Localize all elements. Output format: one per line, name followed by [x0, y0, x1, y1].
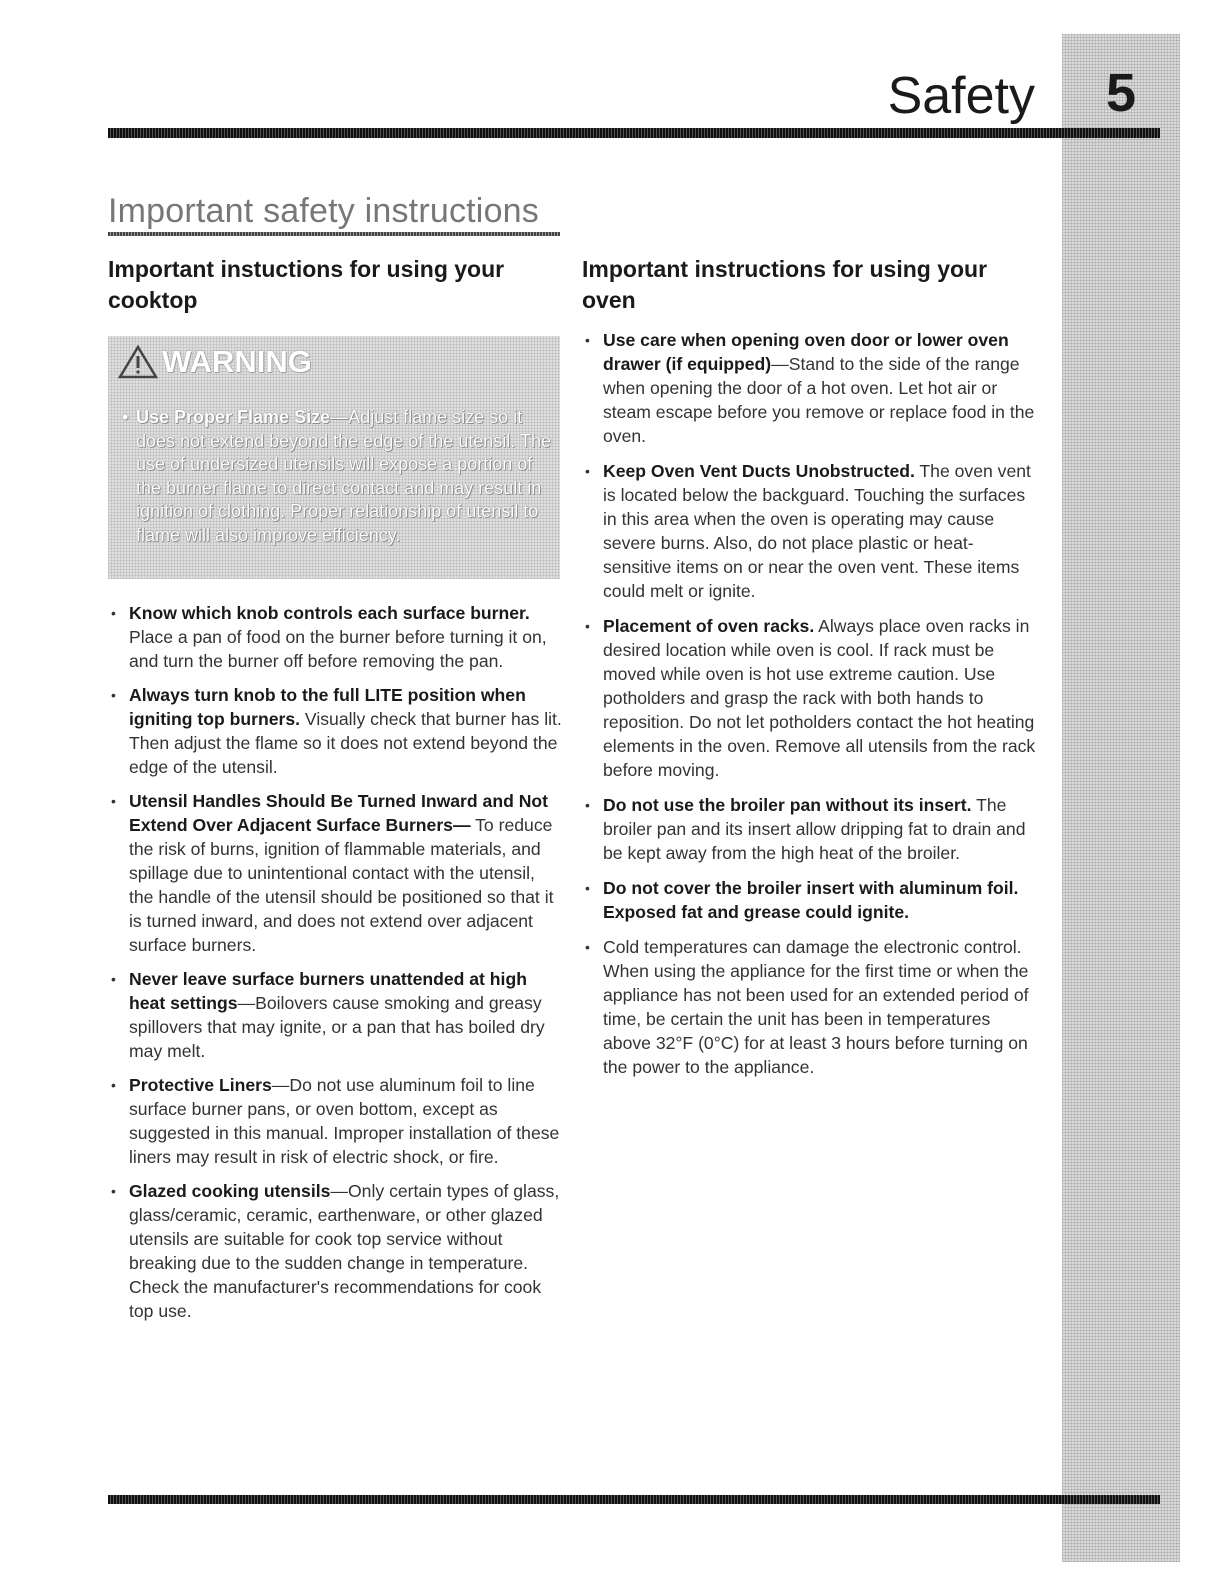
- item-text: —Boilovers cause smoking and greasy spillovers that may ignite, or a pan that has boiled dry may melt.: [129, 993, 545, 1061]
- warning-triangle-icon: [118, 345, 158, 379]
- oven-list: [582, 328, 1042, 1079]
- warning-lead: Use Proper Flame Size: [136, 407, 331, 427]
- item-lead: Never leave surface burners unattended at high heat settings: [129, 969, 527, 1013]
- warning-box: [108, 336, 560, 579]
- list-item: [108, 789, 563, 957]
- item-lead: Always turn knob to the full LITE position when igniting top burners.: [129, 685, 526, 729]
- item-text: Place a pan of food on the burner before turning it on, and turn the burner off before removing the pan.: [129, 627, 547, 671]
- item-lead: Know which knob controls each surface burner.: [129, 603, 530, 623]
- bullet-icon: •: [585, 797, 590, 813]
- item-lead: Do not use the broiler pan without its insert.: [603, 795, 972, 815]
- item-text: The broiler pan and its insert allow dripping fat to drain and be kept away from the high heat of the broiler.: [603, 795, 1026, 863]
- item-lead: Utensil Handles Should Be Turned Inward and Not Extend Over Adjacent Surface Burners—: [129, 791, 549, 835]
- warning-label: WARNING: [162, 344, 312, 379]
- bullet-icon: •: [122, 407, 129, 427]
- list-item: [108, 1179, 563, 1323]
- bullet-icon: •: [111, 1077, 116, 1093]
- item-lead: Use care when opening oven door or lower oven drawer (if equipped): [603, 330, 1009, 374]
- oven-column: [582, 254, 1042, 1090]
- list-item: [582, 793, 1042, 865]
- item-text: To reduce the risk of burns, ignition of flammable materials, and spillage due to unintentional contact with the utensil, the handle of the utensil should be positioned so that it is turned inward, and does not extend over adjacent surface burners.: [129, 815, 554, 955]
- list-item: [108, 683, 563, 779]
- warning-title: [118, 344, 312, 380]
- item-text: —Stand to the side of the range when opening the door of a hot oven. Let hot air or steam escape before you remove or replace food in the oven.: [603, 354, 1035, 446]
- item-text: —Only certain types of glass, glass/ceramic, ceramic, earthenware, or other glazed utensils are suitable for cook top service without breaking due to the sudden change in temperature. Check the manufacturer's recommendations for cook top use.: [129, 1181, 560, 1321]
- item-lead: Do not cover the broiler insert with aluminum foil. Exposed fat and grease could ignite.: [603, 878, 1019, 922]
- item-lead: Protective Liners: [129, 1075, 272, 1095]
- list-item: [582, 614, 1042, 782]
- bullet-icon: •: [111, 971, 116, 987]
- list-item: [582, 876, 1042, 924]
- cooktop-heading: Important instuctions for using your cooktop: [108, 256, 505, 313]
- item-lead: Placement of oven racks.: [603, 616, 815, 636]
- item-text: Cold temperatures can damage the electronic control. When using the appliance for the first time or when the appliance has not been used for an extended period of time, be certain the unit has been in temperatures above 32°F (0°C) for at least 3 hours before turning on the power to the appliance.: [603, 937, 1029, 1077]
- bullet-icon: •: [111, 1183, 116, 1199]
- item-text: Always place oven racks in desired location while oven is cool. If rack must be moved while oven is hot use extreme caution. Use potholders and grasp the rack with both hands to reposition. Do not let potholders contact the hot heating elements in the oven. Remove all utensils from the rack before moving.: [603, 616, 1036, 780]
- bullet-icon: •: [585, 332, 590, 348]
- page-heading: Important safety instructions: [108, 192, 539, 230]
- bullet-icon: •: [585, 939, 590, 955]
- item-text: —Do not use aluminum foil to line surface burner pans, or oven bottom, except as suggested in this manual. Improper installation of these liners may result in risk of electric shock, or fire.: [129, 1075, 560, 1167]
- warning-body: [122, 406, 561, 548]
- header-divider: [108, 128, 1160, 138]
- item-text: The oven vent is located below the backguard. Touching the surfaces in this area when the oven is operating may cause severe burns. Also, do not place plastic or heat-sensitive items on or near the oven vent. These items could melt or ignite.: [603, 461, 1031, 601]
- section-title: Safety: [887, 67, 1035, 125]
- bullet-icon: •: [585, 463, 590, 479]
- section-tab: [1062, 34, 1180, 1562]
- cooktop-list: [108, 601, 563, 1323]
- item-lead: Glazed cooking utensils: [129, 1181, 331, 1201]
- cooktop-column: [108, 254, 563, 1333]
- list-item: [108, 601, 563, 673]
- bullet-icon: •: [585, 618, 590, 634]
- list-item: [108, 1073, 563, 1169]
- item-lead: Keep Oven Vent Ducts Unobstructed.: [603, 461, 915, 481]
- page-number: 5: [1105, 63, 1137, 123]
- bullet-icon: •: [111, 793, 116, 809]
- list-item: [582, 459, 1042, 603]
- bullet-icon: •: [111, 687, 116, 703]
- bullet-icon: •: [111, 605, 116, 621]
- bullet-icon: •: [585, 880, 590, 896]
- warning-text: —Adjust flame size so it does not extend beyond the edge of the utensil. The use of undersized utensils will expose a portion of the burner flame to direct contact and may result in ignition of clothing. Proper relationship of utensil to flame will also improve efficiency.: [136, 407, 551, 545]
- list-item: [108, 967, 563, 1063]
- heading-underline: [108, 232, 560, 236]
- footer-divider: [108, 1495, 1160, 1504]
- list-item: [582, 328, 1042, 448]
- list-item: [582, 935, 1042, 1079]
- item-text: Visually check that burner has lit. Then adjust the flame so it does not extend beyond the edge of the utensil.: [129, 709, 562, 777]
- oven-heading: Important instructions for using your oven: [582, 256, 988, 313]
